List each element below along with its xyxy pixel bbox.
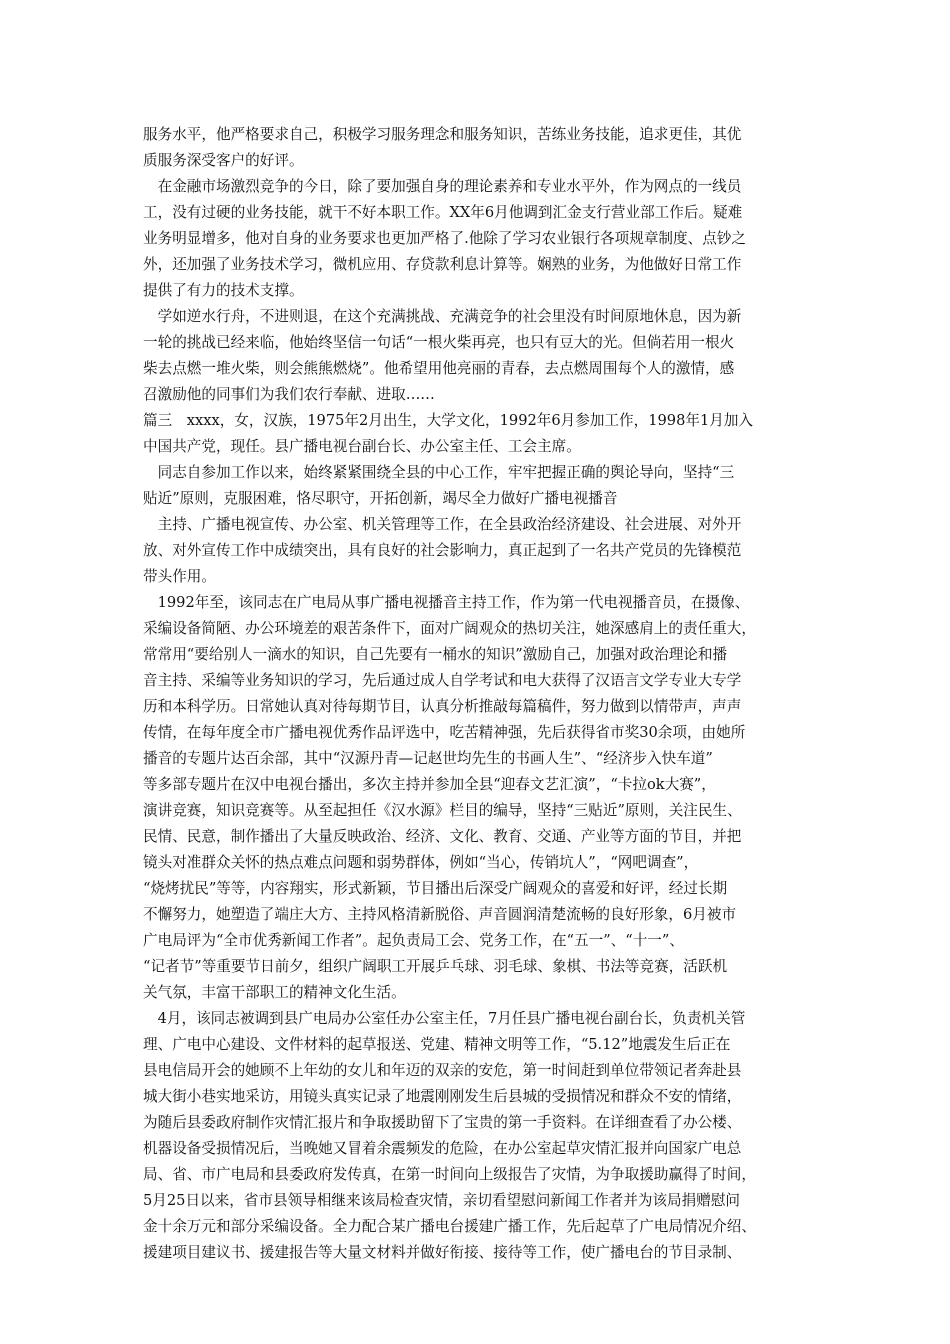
text-line: 放、对外宣传工作中成绩突出，具有良好的社会影响力，真正起到了一名共产党员的先锋模范 [143, 542, 742, 559]
text-line: 传情，在每年度全市广播电视优秀作品评选中，吃苦精神强，先后获得省市奖30余项，由她所 [143, 724, 746, 741]
text-line: 历和本科学历。日常她认真对待每期节目，认真分析推敲每篇稿件，努力做到以情带声，声声 [143, 698, 742, 715]
text-line: 外，还加强了业务技术学习，微机应用、存贷款利息计算等。娴熟的业务，为他做好日常工作 [143, 256, 742, 273]
text-line: 县电信局开会的她顾不上年幼的女儿和年迈的双亲的安危，第一时间赶到单位带领记者奔赴县 [143, 1062, 742, 1079]
text-line: “烧烤扰民”等等，内容翔实，形式新颖，节目播出后深受广阔观众的喜爱和好评，经过长期 [143, 880, 728, 897]
text-line: 1992年至，该同志在广电局从事广播电视播音主持工作，作为第一代电视播音员，在摄像、 [143, 594, 750, 611]
text-line: 常常用“要给别人一滴水的知识，自己先要有一桶水的知识”激励自己，加强对政治理论和播 [143, 646, 728, 663]
text-line: 金十余万元和部分采编设备。全力配合某广播电台援建广播工作，先后起草了广电局情况介绍、 [143, 1218, 756, 1235]
text-line: 质服务深受客户的好评。 [143, 152, 304, 169]
text-line: 援建项目建议书、援建报告等大量文材料并做好衔接、接待等工作，使广播电台的节目录制、 [143, 1244, 742, 1261]
text-line: 贴近”原则，克服困难，恪尽职守，开拓创新，竭尽全力做好广播电视播音 [143, 490, 618, 507]
text-line: 中国共产党，现任。县广播电视台副台长、办公室主任、工会主席。 [143, 438, 581, 455]
text-line: 城大街小巷实地采访，用镜头真实记录了地震刚刚发生后县城的受损情况和群众不安的情绪， [143, 1088, 742, 1105]
text-line: 音主持、采编等业务知识的学习，先后通过成人自学考试和电大获得了汉语言文学专业大专学 [143, 672, 742, 689]
text-line: 广电局评为“全市优秀新闻工作者”。起负责局工会、党务工作，在“五一”、“十一”、 [143, 932, 684, 949]
text-line: 业务明显增多，他对自身的业务要求也更加严格了.他除了学习农业银行各项规章制度、点钞之 [143, 230, 746, 247]
text-line: 带头作用。 [143, 568, 216, 585]
text-line: 镜头对准群众关怀的热点难点问题和弱势群体，例如“当心，传销坑人”，“网吧调查”， [143, 854, 699, 871]
text-line: 4月，该同志被调到县广电局办公室任办公室主任，7月任县广播电视台副台长，负责机关管 [143, 1010, 746, 1027]
document-body [143, 122, 811, 1266]
text-line: 主持、广播电视宣传、办公室、机关管理等工作，在全县政治经济建设、社会进展、对外开 [143, 516, 742, 533]
text-line: 柴去点燃一堆火柴，则会熊熊燃烧”。他希望用他亮丽的青春，去点燃周围每个人的激情，感 [143, 360, 735, 377]
text-line: 关气氛，丰富干部职工的精神文化生活。 [143, 984, 406, 1001]
text-line: 播音的专题片达百余部，其中“汉源丹青—记赵世均先生的书画人生”、“经济步入快车道” [143, 750, 713, 767]
text-line: 5月25日以来，省市县领导相继来该局检查灾情，亲切看望慰问新闻工作者并为该局捐赠慰问 [143, 1192, 741, 1209]
text-line: 等多部专题片在汉中电视台播出，多次主持并参加全县“迎春文艺汇演”，“卡拉ok大赛”， [143, 776, 716, 793]
text-line: 局、省、市广电局和县委政府发传真，在第一时间向上级报告了灾情，为争取援助赢得了时间， [143, 1166, 756, 1183]
text-line: 提供了有力的技术支撑。 [143, 282, 304, 299]
text-line: 机器设备受损情况后，当晚她又冒着余震频发的危险，在办公室起草灾情汇报并向国家广电总 [143, 1140, 742, 1157]
text-line: 篇三 xxxx，女，汉族，1975年2月出生，大学文化，1992年6月参加工作，1998年1月加入 [143, 412, 754, 429]
text-line: 召激励他的同事们为我们农行奉献、进取…… [143, 386, 435, 403]
text-line: 学如逆水行舟，不进则退，在这个充满挑战、充满竞争的社会里没有时间原地休息，因为新 [143, 308, 742, 325]
text-line: 理、广电中心建设、文件材料的起草报送、党建、精神文明等工作，“5.12”地震发生后正在 [143, 1036, 731, 1053]
text-line: 演讲竞赛，知识竞赛等。从至起担任《汉水源》栏目的编导，坚持“三贴近”原则，关注民生、 [143, 802, 742, 819]
text-line: 工，没有过硬的业务技能，就干不好本职工作。XX年6月他调到汇金支行营业部工作后。疑难 [143, 204, 743, 221]
text-line: 一轮的挑战已经来临，他始终坚信一句话“一根火柴再亮，也只有豆大的光。但倘若用一根火 [143, 334, 735, 351]
text-line: 采编设备简陋、办公环境差的艰苦条件下，面对广阔观众的热切关注，她深感肩上的责任重大， [143, 620, 756, 637]
text-line: “记者节”等重要节日前夕，组织广阔职工开展乒乓球、羽毛球、象棋、书法等竞赛，活跃机 [143, 958, 728, 975]
text-line: 在金融市场激烈竞争的今日，除了要加强自身的理论素养和专业水平外，作为网点的一线员 [143, 178, 742, 195]
text-line: 同志自参加工作以来，始终紧紧围绕全县的中心工作，牢牢把握正确的舆论导向，坚持“三 [143, 464, 735, 481]
text-line: 服务水平，他严格要求自己，积极学习服务理念和服务知识，苦练业务技能，追求更佳，其优 [143, 126, 742, 143]
text-line: 为随后县委政府制作灾情汇报片和争取援助留下了宝贵的第一手资料。在详细查看了办公楼、 [143, 1114, 742, 1131]
text-line: 民情、民意，制作播出了大量反映政治、经济、文化、教育、交通、产业等方面的节目，并把 [143, 828, 742, 845]
text-line: 不懈努力，她塑造了端庄大方、主持风格清新脱俗、声音圆润清楚流畅的良好形象，6月被市 [143, 906, 737, 923]
